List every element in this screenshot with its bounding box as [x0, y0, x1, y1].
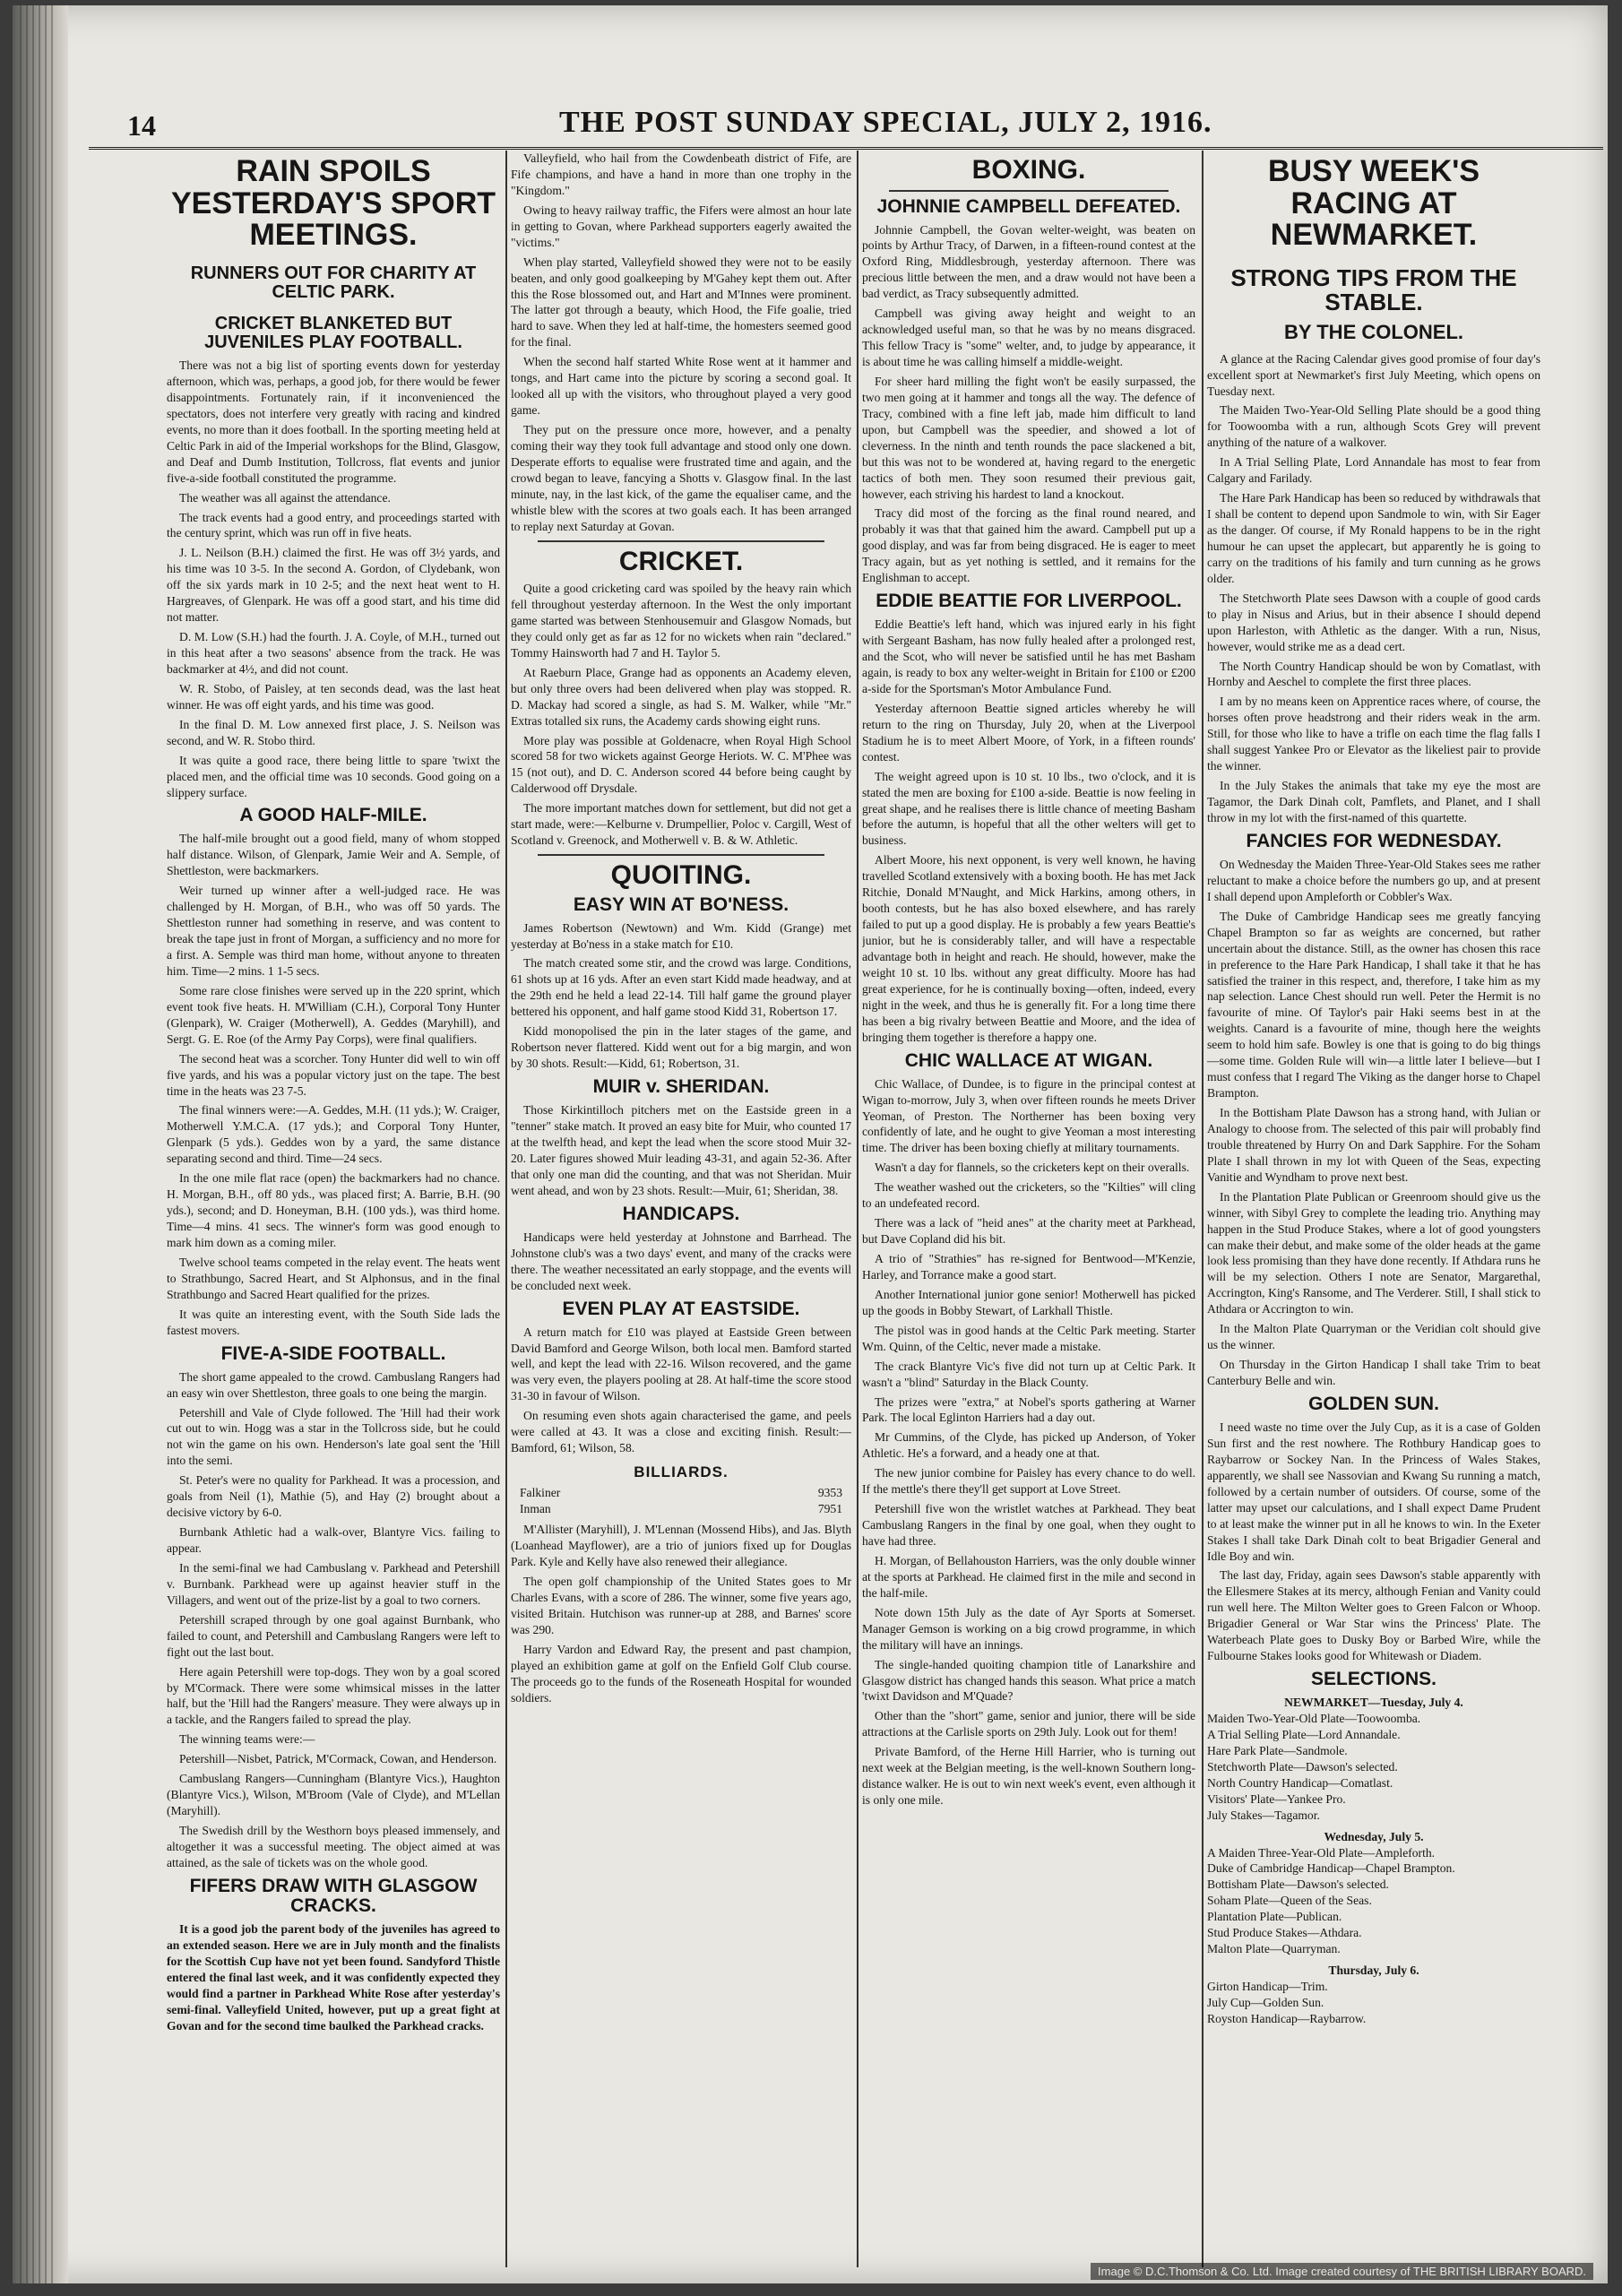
paragraph: On Wednesday the Maiden Three-Year-Old Stakes sees me rather reluctant to make a choice before the numbers go up, and at present I shall depend upon Ampleforth or Cobbler's Wax. — [1207, 857, 1540, 903]
image-credit: Image © D.C.Thomson & Co. Ltd. Image created courtesy of THE BRITISH LIBRARY BOARD. — [1091, 2263, 1593, 2280]
paragraph: Petershill five won the wristlet watches at Parkhead. They beat Cambuslang Rangers in the final by one goal, when they ought to have had three. — [862, 1502, 1195, 1549]
paragraph: A glance at the Racing Calendar gives good promise of four day's excellent sport at Newmarket's first July Meeting, which opens on Tuesday next. — [1207, 351, 1540, 398]
selection-item: Soham Plate—Queen of the Seas. — [1207, 1894, 1372, 1908]
paragraph: The weather washed out the cricketers, so the "Kilties" will cling to an undefeated record. — [862, 1180, 1195, 1211]
paragraph: The Duke of Cambridge Handicap sees me greatly fancying Chapel Brampton so far as weights are concerned, but rather uncertain about the distance. Still, as the owner has chosen this race in preference to the Hare Park Handicap, I shall take it that he has satisfied the trainer in this respect, and, therefore, I take him as my nap selection. Lance Chest should run well. Peter the Hermit is no favourite of mine. Of Taylor's pair Haki seems best in at the weights. Canard is a favourite of mine, though here the weights seem to hold him safe. Bowley is one that is going to do big things—some time. Golden Rule will win—a little later I believe—but I must confess that I regard The Viking as the danger horse to Chapel Brampton. — [1207, 909, 1540, 1101]
paragraph: I need waste no time over the July Cup, as it is a case of Golden Sun first and the rest nowhere. The Rothbury Handicap goes to Raybarrow or Sockey Nan. In the Princess of Wales Stakes, apparently, we shall see Nassovian and Kwang Su running a match, followed by a certain number of outsiders. Of course, some of the latter may upset our calculations, and I shall expect Dame Prudent to at least make the winner put in all he knows to win. In the Exeter Stakes I shall take Dark Dinah colt to beat Brigadier General and Idle Boy and win. — [1207, 1420, 1540, 1563]
paragraph: Owing to heavy railway traffic, the Fifers were almost an hour late in getting to Govan, where Parkhead supporters eagerly awaited the "victims." — [511, 203, 851, 249]
paragraph: St. Peter's were no quality for Parkhead. It was a procession, and goals from Neil (1), Mathie (5), and Hay (2) brought about a decisive victory by 6-0. — [167, 1473, 500, 1520]
paragraph: Another International junior gone senior! Motherwell has picked up the goods in Bobby Stewart, of Larkhall Thistle. — [862, 1287, 1195, 1317]
subhead-strong-tips: STRONG TIPS FROM THE STABLE. — [1230, 264, 1517, 316]
selection-day: NEWMARKET—Tuesday, July 4. — [1284, 1696, 1463, 1710]
paragraph: In the semi-final we had Cambuslang v. Parkhead and Petershill v. Burnbank. Parkhead were up against heavier stuff in the Villagers, and went out of the prize-list by a goal to two corners. — [167, 1560, 500, 1607]
paragraph: J. L. Neilson (B.H.) claimed the first. He was off 3½ yards, and his time was 10 3-5. In the second A. Gordon, of Clydebank, won off the six yards mark in 10 2-5; and the next heat went to H. Hargreaves, of Glenpark. He was off a good start, and his time did not matter. — [167, 546, 500, 625]
paragraph: The second heat was a scorcher. Tony Hunter did well to win off five yards, and his was a popular victory just on the tape. The best time in the heats was 23 7-5. — [167, 1051, 500, 1098]
headline-boxing: BOXING. — [971, 155, 1086, 185]
selections-list — [1207, 1695, 1540, 2027]
subhead-billiards: BILLIARDS. — [634, 1463, 729, 1481]
paragraph: In the final D. M. Low annexed first place, J. S. Neilson was second, and W. R. Stobo third. — [167, 717, 500, 747]
paragraph: The half-mile brought out a good field, many of whom stopped half distance. Wilson, of Glenpark, Jamie Weir and A. Semple, of Shettleston, were backmarkers. — [167, 832, 500, 878]
paragraph: Tracy did most of the forcing as the final round neared, and probably it was that that gained him the award. Campbell put up a good display, and was far from being disgraced. He is eager to meet Tracy again, but as yet nothing is settled, and it remains for the Englishman to accept. — [862, 506, 1195, 585]
paragraph: Eddie Beattie's left hand, which was injured early in his fight with Sergeant Basham, has now fully healed after a prolonged rest, and the Scot, who will never be satisfied until he has met Basham again, is ready to box any welter-weight in Britain for £100 or £200 a-side for the Sportsman's Motor Ambulance Fund. — [862, 617, 1195, 695]
paragraph: In the July Stakes the animals that take my eye the most are Tagamor, the Dark Dinah colt, Pamflets, and Planet, and I shall throw in my lot with the first-named of this quartette. — [1207, 779, 1540, 824]
masthead: THE POST SUNDAY SPECIAL, JULY 2, 1916. — [559, 106, 1212, 139]
selection-item: July Stakes—Tagamor. — [1207, 1808, 1320, 1822]
paragraph: More play was possible at Goldenacre, when Royal High School scored 58 for two wickets against George Heriots. W. C. M'Phee was 15 (not out), and D. C. Anderson scored 44 before being caught by Calderwood off Drysdale. — [511, 733, 851, 796]
subhead-five-a-side: FIVE-A-SIDE FOOTBALL. — [220, 1342, 446, 1364]
paragraph: There was a lack of "heid anes" at the charity meet at Parkhead, but Dave Copland did his bit. — [862, 1216, 1195, 1247]
byline: BY THE COLONEL. — [1283, 320, 1464, 343]
selection-item: Malton Plate—Quarryman. — [1207, 1942, 1341, 1956]
selection-item: Plantation Plate—Publican. — [1207, 1910, 1342, 1924]
paragraph: There was not a big list of sporting events down for yesterday afternoon, which was, perhaps, a good job, for there would be fewer disappointments. Fortunately rain, if it inconvenienced the spectators, does not interfere very greatly with racing and kindred events, no more than it does football. In the sporting meeting held at Celtic Park in aid of the Imperial workshops for the Blind, Glasgow, and Deaf and Dumb Institution, Tollcross, flat events and junior five-a-side football constituted the programme. — [167, 358, 500, 485]
paragraph: D. M. Low (S.H.) had the fourth. J. A. Coyle, of M.H., turned out in this heat after a two seasons' absence from the track. He was backmarker at 4½, and did not count. — [167, 630, 500, 676]
paragraph: It was quite a good race, there being little to spare 'twixt the placed men, and the official time was 10 seconds. Good going on a slippery surface. — [167, 753, 500, 799]
paragraph: Private Bamford, of the Herne Hill Harrier, who is turning out next week at the Belgian meeting, is the well-known Southern long-distance walker. He is out to win next week's event, even although it is only one mile. — [862, 1745, 1195, 1808]
selection-item: Maiden Two-Year-Old Plate—Toowoomba. — [1207, 1712, 1421, 1726]
paragraph: The weather was all against the attendance. — [179, 490, 391, 505]
subhead-fifers-draw: FIFERS DRAW WITH GLASGOW CRACKS. — [189, 1875, 478, 1916]
paragraph: The Hare Park Handicap has been so reduced by withdrawals that I shall be content to depend upon Sandmole to win, with Sir Eager as the danger. Of course, if My Ronald happens to be in the right humour he can upset the applecart, but apparently he is going to carry on the traditions of his family and turn cunning as he grows older. — [1207, 491, 1540, 585]
selection-item: Stud Produce Stakes—Athdara. — [1207, 1926, 1362, 1940]
headline-busy-week: BUSY WEEK'S RACING AT NEWMARKET. — [1267, 154, 1480, 253]
subhead-golden-sun: GOLDEN SUN. — [1308, 1393, 1439, 1414]
selection-item: Stetchworth Plate—Dawson's selected. — [1207, 1759, 1398, 1774]
paragraph: Petershill and Vale of Clyde followed. The 'Hill had their work cut out to win. Hogg was a star in the Tollcross side, but he could not win the game on his own. Henderson's late goal sent the 'Hill into the semi. — [167, 1405, 500, 1468]
column-rule — [1202, 151, 1204, 2267]
paragraph: Burnbank Athletic had a walk-over, Blantyre Vics. failing to appear. — [167, 1525, 500, 1556]
selection-item: July Cup—Golden Sun. — [1207, 1995, 1324, 2009]
subhead-runners-out: RUNNERS OUT FOR CHARITY AT CELTIC PARK. — [190, 263, 477, 303]
paragraph: It is a good job the parent body of the juveniles has agreed to an extended season. Here we are in July month and the finalists for the Scottish Cup have not yet been found. Sandyford Thistle entered the final last week, and it was confidently expected they would find a partner in Parkhead White Rose after yesterday's semi-final. Valleyfield United, however, put up a great fight at Govan and for the second time baulked the Parkhead cracks. — [167, 1921, 500, 2033]
selection-item: A Maiden Three-Year-Old Plate—Ampleforth. — [1207, 1845, 1436, 1860]
subhead-easy-win-boness: EASY WIN AT BO'NESS. — [573, 893, 789, 915]
paragraph: The winning teams were:— — [179, 1732, 315, 1747]
paragraph: Valleyfield, who hail from the Cowdenbeath district of Fife, are Fife champions, and have a hand in more than one trophy in the "Kingdom." — [511, 151, 851, 197]
divider — [889, 190, 1169, 192]
subhead-muir-sheridan: MUIR v. SHERIDAN. — [592, 1076, 770, 1098]
selection-day: Thursday, July 6. — [1328, 1964, 1419, 1978]
paragraph: Mr Cummins, of the Clyde, has picked up Anderson, of Yoker Athletic. He's a forward, and a heady one at that. — [862, 1430, 1195, 1461]
paragraph: The final winners were:—A. Geddes, M.H. (11 yds.); W. Craiger, Motherwell Y.M.C.A. (17 yds.); and Corporal Tony Hunter, Glenpark (5 yds.). Geddes won by a yard, the same distance separating second and third. Time—24 secs. — [167, 1103, 500, 1166]
paragraph: It was quite an interesting event, with the South Side lads the fastest movers. — [167, 1307, 500, 1337]
score-row — [520, 1485, 842, 1501]
paragraph: The open golf championship of the United States goes to Mr Charles Evans, with a score of 286. The winner, some five years ago, visited Britain. Hutchison was runner-up at 288, and Barnes' score was 290. — [511, 1575, 851, 1637]
paragraph: Wasn't a day for flannels, so the cricketers kept on their overalls. — [875, 1161, 1190, 1175]
selection-item: Duke of Cambridge Handicap—Chapel Brampton. — [1207, 1861, 1455, 1876]
paragraph: In the Malton Plate Quarryman or the Veridian colt should give us the winner. — [1207, 1322, 1540, 1352]
paragraph: Weir turned up winner after a well-judged race. He was challenged by H. Morgan, of B.H., who was off 50 yards. The Shettleston runner had something in reserve, and was content to break the tape just in front of Morgan, a sufficiency and no more for a first. A. Semple was third man home, without anyone to threaten him. Time—2 mins. 1 1-5 secs. — [167, 884, 500, 978]
paragraph: Chic Wallace, of Dundee, is to figure in the principal contest at Wigan to-morrow, July 3, when over fifteen rounds he meets Driver Yeoman, of Preston. The Northerner has been boxing very confidently of late, and he ought to give Yeoman a most interesting time. The driver has been boxing chiefly at military tournaments. — [862, 1076, 1195, 1155]
paragraph: The pistol was in good hands at the Celtic Park meeting. Starter Wm. Quinn, of the Celtic, never made a mistake. — [862, 1323, 1195, 1353]
paragraph: In A Trial Selling Plate, Lord Annandale has most to fear from Calgary and Farilady. — [1207, 455, 1540, 486]
paragraph: Campbell was giving away height and weight to an acknowledged useful man, so that he was by no means disgraced. This fellow Tracy is "some" welter, and, to judge by appearance, it is about time he was calling himself a middle-weight. — [862, 306, 1195, 369]
paragraph: When the second half started White Rose went at it hammer and tongs, and Hart came into the picture by scoring a second goal. It looked all up with the visitors, who throughout played a very good game. — [511, 355, 851, 418]
paragraph: Albert Moore, his next opponent, is very well known, he having travelled Scotland extensively with a boxing booth. He has met Jack Ritchie, Donald M'Naught, and Mick Harkins, among others, in booth contests, but he has also boxed elsewhere, and has rarely failed to put up a good display. He is probably a few years Beattie's junior, but he is considerably taller, and will have a respectable advantage both in height and reach. He should, however, make the weight 10 st. 10 lbs. without any great difficulty. Moore has had great experience, for he is continually boxing—often, indeed, every night in the week, and thus he is generally fit. For a long time there has been a big rivalry between Beattie and Moore, and the idea of bringing them together is therefore a happy one. — [862, 853, 1195, 1044]
paragraph: Johnnie Campbell, the Govan welter-weight, was beaten on points by Arthur Tracy, of Darwen, in a fifteen-round contest at the Oxford Ring, Middlesbrough, yesterday afternoon. There was precious little between the men, and a draw would not have been a bad verdict, as Tracy subsequently admitted. — [862, 222, 1195, 301]
paragraph: On Thursday in the Girton Handicap I shall take Trim to beat Canterbury Belle and win. — [1207, 1358, 1540, 1388]
paragraph: The Swedish drill by the Westhorn boys pleased immensely, and altogether it was a successful meeting. The object aimed at was attained, as the sale of tickets was on the whole good. — [167, 1824, 500, 1869]
paragraph: The match created some stir, and the crowd was large. Conditions, 61 shots up at 16 yds. After an even start Kidd made headway, and at the 29th end he held a lead 22-14. Till half game the ground player bettered his opponent, and half game stood Kidd 31, Robertson 17. — [511, 956, 851, 1019]
headline-rain-spoils: RAIN SPOILS YESTERDAY'S SPORT MEETINGS. — [170, 154, 496, 253]
subhead-cricket-blanketed: CRICKET BLANKETED BUT JUVENILES PLAY FOOTBALL. — [204, 314, 462, 353]
article-body — [167, 358, 500, 800]
paragraph: The track events had a good entry, and proceedings started with the century sprint, which was run off in five heats. — [167, 510, 500, 540]
column-fifers-cricket-quoiting — [511, 151, 851, 2267]
paragraph: The crack Blantyre Vic's five did not turn up at Celtic Park. It wasn't a "blind" Saturday in the Black County. — [862, 1359, 1195, 1389]
paragraph: In the Bottisham Plate Dawson has a strong hand, with Julian or Analogy to choose from. The selected of this pair will probably find trouble threatened by Hurry On and Dark Sapphire. For the Soham Plate I shall thrown in my lot with Queen of the Seas, expecting Vanitie and Wyndham to prove next best. — [1207, 1106, 1540, 1184]
paragraph: A return match for £10 was played at Eastside Green between David Bamford and George Wilson, both local men. Bamford started well, and kept the lead with 22-16. Wilson recovered, and the game was very even, the players pooling at 28. At half-time the score stood 31-30 in favour of Wilson. — [511, 1325, 851, 1403]
column-rule — [505, 151, 507, 2267]
selection-day: Wednesday, July 5. — [1324, 1829, 1424, 1843]
subhead-half-mile: A GOOD HALF-MILE. — [239, 805, 427, 826]
paragraph: The Stetchworth Plate sees Dawson with a couple of good cards to play in Nisus and Arius, but in their absence I should depend upon Harleston, with Athletic as the danger. With a run, Nisus, however, would strike me as a dead cert. — [1207, 591, 1540, 653]
page-number: 14 — [127, 109, 156, 142]
paragraph: The short game appealed to the crowd. Cambuslang Rangers had an easy win over Shettleston, three goals to one being the margin. — [167, 1369, 500, 1400]
paragraph: Petershill scraped through by one goal against Burnbank, who failed to count, and Petershill and Cambuslang Rangers were left to fight out the last bout. — [167, 1612, 500, 1659]
paragraph: Cambuslang Rangers—Cunningham (Blantyre Vics.), Haughton (Blantyre Vics.), Wilson, M'Broom (Vale of Clyde), and M'Lellan (Maryhill). — [167, 1772, 500, 1818]
paragraph: They put on the pressure once more, however, and a penalty coming their way they took full advantage and stood only one down. Desperate efforts to equalise were frustrated time and again, and the crowd began to leave, fancying a Shotts v. Glasgow final. In the last minute, nay, in the last kick, of the game the equaliser came, and the whistle blew with the scores at two goals each. It has been arranged to replay next Saturday at Govan. — [511, 423, 851, 533]
subhead-handicaps: HANDICAPS. — [622, 1203, 740, 1224]
paragraph: The new junior combine for Paisley has every chance to do well. If the mettle's there they'll get support at Love Street. — [862, 1466, 1195, 1497]
headline-cricket: CRICKET. — [618, 546, 744, 576]
paragraph: At Raeburn Place, Grange had as opponents an Academy eleven, but only three overs had been delivered when play was stopped. R. D. Mackay had scored a single, as had S. M. Walker, while "Mr." Extras totalled six runs, the Academy cards showing eight runs. — [511, 665, 851, 728]
divider — [538, 854, 824, 856]
subhead-eddie-beattie: EDDIE BEATTIE FOR LIVERPOOL. — [876, 591, 1182, 612]
paragraph: The last day, Friday, again sees Dawson's stable apparently with the Ellesmere Stakes at its mercy, although Fenian and Vanity could run well here. The Milton Welter goes to Green Falcon or Whoop. Brigadier General or War Star wins the Princess' Plate. The Waterbeach Plate goes to Dusky Boy or Barbed Wire, while the Fulbourne Stakes looks good for Whitewash or Diadem. — [1207, 1568, 1540, 1663]
paragraph: In the one mile flat race (open) the backmarkers had no chance. H. Morgan, B.H., off 80 yds., was placed first; A. Barrie, B.H. (90 yds.), second; and D. Honeyman, B.H. (100 yds.), was third home. Time—4 mins. 41 secs. The winner's form was good enough to mark him down as a coming miler. — [167, 1171, 500, 1249]
paragraph: The Maiden Two-Year-Old Selling Plate should be a good thing for Toowoomba with a run, although Scots Grey will prevent anything of the nature of a walkover. — [1207, 403, 1540, 450]
binding-spine — [13, 5, 68, 2283]
player-name: Inman — [520, 1501, 551, 1515]
paragraph: Handicaps were held yesterday at Johnstone and Barrhead. The Johnstone club's was a two days' event, and many of the cracks were there. The weather necessitated an early stoppage, and the events will be concluded next week. — [511, 1230, 851, 1292]
selection-item: Visitors' Plate—Yankee Pro. — [1207, 1791, 1346, 1806]
paragraph: Some rare close finishes were served up in the 220 sprint, which event took five heats. H. M'William (C.H.), Corporal Tony Hunter (Glenpark), W. Craiger (Motherwell), A. Geddes (Maryhill), and Sergt. G. E. Roe (of the Army Pay Corps), were final qualifiers. — [167, 983, 500, 1046]
selection-item: Girton Handicap—Trim. — [1207, 1980, 1328, 1994]
paragraph: M'Allister (Maryhill), J. M'Lennan (Mossend Hibs), and Jas. Blyth (Loanhead Mayflower), are a trio of juniors fixed up for Douglas Park. Kyle and Kelly have also renewed their allegiance. — [511, 1523, 851, 1569]
paragraph: I am by no means keen on Apprentice races where, of course, the horses often prove headstrong and their riders weak in the arm. Still, for those who like to have a trifle on each time the flag falls I shall suggest Yankee Pro or Elevator as the likeliest pair to provide the winner. — [1207, 695, 1540, 773]
paragraph: Yesterday afternoon Beattie signed articles whereby he will return to the ring on Thursday, July 20, when at the Liverpool Stadium he is to meet Albert Moore, of York, in a fifteen rounds' contest. — [862, 701, 1195, 764]
selection-item: Royston Handicap—Raybarrow. — [1207, 2011, 1367, 2025]
subhead-campbell-defeated: JOHNNIE CAMPBELL DEFEATED. — [876, 195, 1181, 217]
paragraph: Kidd monopolised the pin in the later stages of the game, and Robertson never flattered. Kidd went out for a big margin, and won by 30 shots. Result:—Kidd, 61; Robertson, 31. — [511, 1024, 851, 1071]
paragraph: Other than the "short" game, senior and junior, there will be side attractions at the Carlisle sports on 29th July. Look out for them! — [862, 1709, 1195, 1739]
paragraph: W. R. Stobo, of Paisley, at ten seconds dead, was the last heat winner. He was off eight yards, and his time was good. — [167, 681, 500, 712]
paragraph: Twelve school teams competed in the relay event. The heats went to Strathbungo, Sacred Heart, and St Alphonsus, and in the final Strathbungo and Sacred Heart qualified for the prizes. — [167, 1255, 500, 1301]
selection-item: Bottisham Plate—Dawson's selected. — [1207, 1877, 1389, 1892]
column-rule — [857, 151, 858, 2267]
paragraph: A trio of "Strathies" has re-signed for Bentwood—M'Kenzie, Harley, and Torrance make a good start. — [862, 1252, 1195, 1282]
paragraph: James Robertson (Newtown) and Wm. Kidd (Grange) met yesterday at Bo'ness in a stake match for £10. — [511, 920, 851, 951]
headline-quoiting: QUOITING. — [610, 860, 752, 891]
paragraph: Harry Vardon and Edward Ray, the present and past champion, played an exhibition game at golf on the Enfield Golf Club course. The proceeds go to the funds of the Roseneath Hospital for wounded soldiers. — [511, 1642, 851, 1705]
column-boxing — [862, 151, 1195, 2267]
column-newmarket-racing — [1207, 151, 1540, 2267]
paragraph: Quite a good cricketing card was spoiled by the heavy rain which fell throughout yesterday afternoon. In the West the only important game started was between Stenhousemuir and Glasgow Nomads, but they could only get as far as 12 for no wickets when rain "declared." Tommy Hainsworth had 7 and H. Taylor 5. — [511, 582, 851, 660]
paragraph: Petershill—Nisbet, Patrick, M'Cormack, Cowan, and Henderson. — [179, 1752, 497, 1766]
subhead-fancies-wednesday: FANCIES FOR WEDNESDAY. — [1246, 830, 1502, 851]
subhead-even-play-eastside: EVEN PLAY AT EASTSIDE. — [562, 1298, 800, 1319]
paragraph: The more important matches down for settlement, but did not get a start made, were:—Kelburne v. Drumpellier, Poloc v. Cargill, West of Scotland v. Greenock, and Motherwell v. B. & W. Athletic. — [511, 801, 851, 848]
selection-item: Hare Park Plate—Sandmole. — [1207, 1743, 1348, 1757]
paragraph: The weight agreed upon is 10 st. 10 lbs., two o'clock, and it is stated the men are boxing for £100 a-side. Beattie is now feeling in great shape, and he realises there is little chance of meeting Basham before the autumn, is hopeful that all the other welters will get to business. — [862, 769, 1195, 848]
column-sport-meetings — [167, 151, 500, 2267]
paragraph: When play started, Valleyfield showed they were not to be easily beaten, and only good goalkeeping by M'Gahey kept them out. After this the Rose blossomed out, and Hart and M'Innes were prominent. The latter got through a beauty, which Hood, the Fife goalie, tried hard to save. When they led at half-time, the homesters seemed good for the final. — [511, 255, 851, 350]
paragraph: The North Country Handicap should be won by Comatlast, with Hornby and Aeschel to complete the first three places. — [1207, 659, 1540, 689]
paragraph: H. Morgan, of Bellahouston Harriers, was the only double winner at the sports at Parkhead. He claimed first in the mile and second in the half-mile. — [862, 1553, 1195, 1600]
paragraph: For sheer hard milling the fight won't be easily surpassed, the two men going at it hammer and tongs all the way. The defence of Tracy, combined with a fine left jab, made him difficult to land upon, but Campbell was the speedier, and showed a lot of cleverness. In the ninth and tenth rounds the pace slackened a bit, but this was not to be wondered at, having regard to the energetic tactics of both men. They soon resumed their previous gait, however, each striving his hardest to land a knockout. — [862, 374, 1195, 501]
selection-item: North Country Handicap—Comatlast. — [1207, 1775, 1393, 1790]
paragraph: Here again Petershill were top-dogs. They won by a goal scored by M'Cormack. There were some whimsical misses in the latter half, but the 'Hill had the Rangers' measure. They were always up in a tackle, and the Rangers failed to spread the play. — [167, 1664, 500, 1727]
player-score: 9353 — [817, 1486, 842, 1500]
subhead-selections: SELECTIONS. — [1310, 1669, 1437, 1690]
divider — [538, 540, 824, 542]
score-row — [520, 1501, 842, 1517]
billiards-scores — [520, 1485, 842, 1516]
player-name: Falkiner — [520, 1486, 561, 1500]
paragraph: On resuming even shots again characterised the game, and peels were called at 43. It was a close and exciting finish. Result:—Bamford, 61; Wilson, 58. — [511, 1409, 851, 1455]
paragraph: The single-handed quoiting champion title of Lanarkshire and Glasgow district has changed hands this season. What price a match 'twixt Davidson and M'Quade? — [862, 1657, 1195, 1704]
subhead-chic-wallace: CHIC WALLACE AT WIGAN. — [904, 1049, 1153, 1071]
paragraph: The prizes were "extra," at Nobel's sports gathering at Warner Park. The local Eglinton Harriers had a day out. — [862, 1394, 1195, 1425]
paragraph: Those Kirkintilloch pitchers met on the Eastside green in a "tenner" stake match. It proved an easy bite for Muir, who counted 17 at the twelfth head, and kept the lead when the score stood Muir 32-20. Later figures showed Muir leading 43-31, and again 52-36. After that only one man did the counting, and that was not Sheridan. Muir went ahead, and won by 23 shots. Result:—Muir, 61; Sheridan, 38. — [511, 1103, 851, 1197]
player-score: 7951 — [817, 1501, 842, 1515]
paragraph: In the Plantation Plate Publican or Greenroom should give us the winner, with Sibyl Grey to complete the leading trio. Anything may happen in the Stud Produce Stakes, where a lot of good youngsters can make their debut, and make some of the older heads at the game look less promising than they have done recently. If Athdara runs he will be my selection. Others I note are Senator, Margarethal, Accrington, King's Ransome, and The Verderer. Still, I shall stick to Athdara or Accrington to win. — [1207, 1189, 1540, 1316]
selection-item: A Trial Selling Plate—Lord Annandale. — [1207, 1727, 1401, 1741]
paragraph: Note down 15th July as the date of Ayr Sports at Somerset. Manager Gemson is working on a big crowd programme, in which the military will have an innings. — [862, 1605, 1195, 1652]
newspaper-page — [13, 5, 1608, 2283]
